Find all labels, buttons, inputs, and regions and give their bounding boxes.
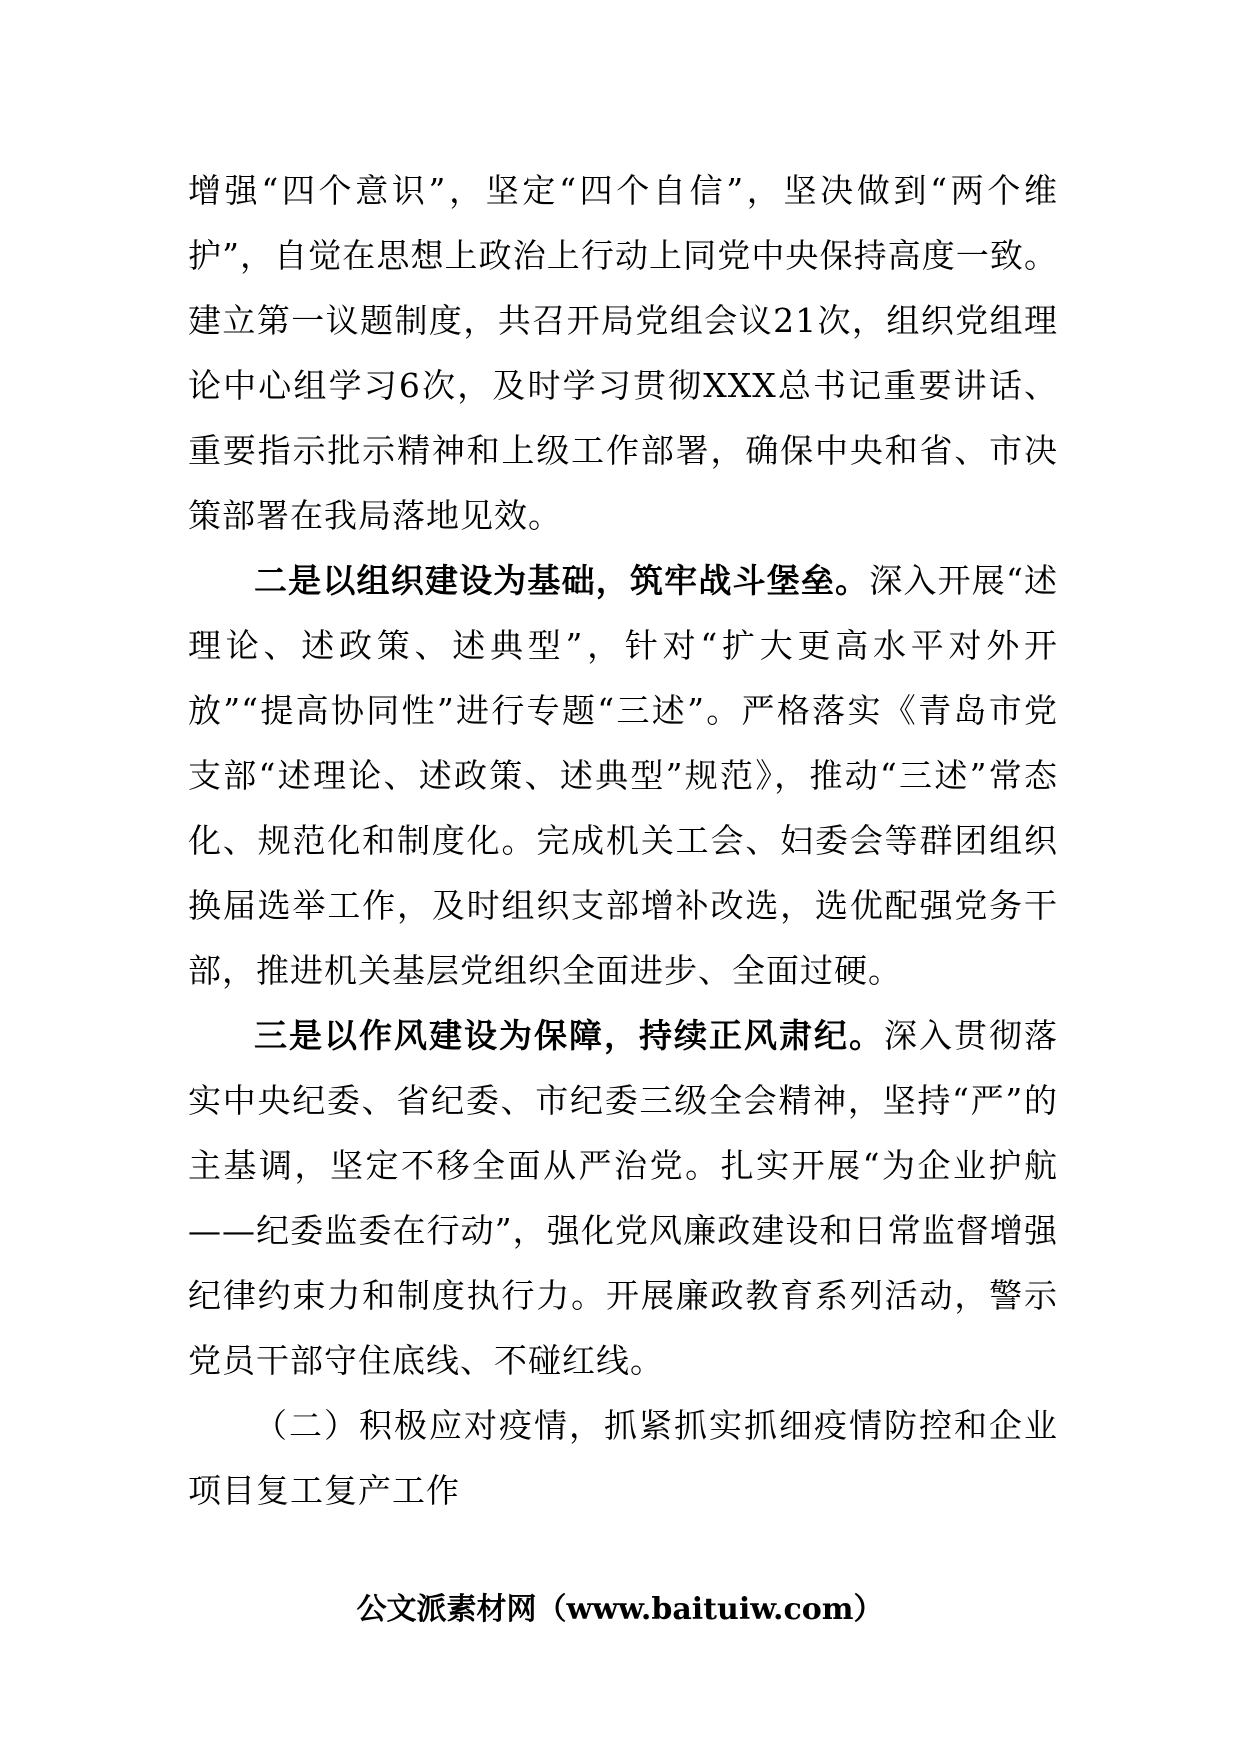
paragraph-continuation xyxy=(188,158,1058,548)
document-body xyxy=(188,158,1058,1523)
paragraph-text: 增强“四个意识”，坚定“四个自信”，坚决做到“两个维护”，自觉在思想上政治上行动上同党中央保持高度一致。建立第一议题制度，共召开局党组会议21次，组织党组理论中心组学习6次，及时学习贯彻XXX总书记重要讲话、重要指示批示精神和上级工作部署，确保中央和省、市决策部署在我局落地见效。 xyxy=(188,171,1058,535)
footer-watermark: 公文派素材网（www.baituiw.com） xyxy=(356,1592,884,1627)
paragraph-text: 深入开展“述理论、述政策、述典型”，针对“扩大更高水平对外开放”“提高协同性”进行专题“三述”。严格落实《青岛市党支部“述理论、述政策、述典型”规范》，推动“三述”常态化、规范化和制度化。完成机关工会、妇委会等群团组织换届选举工作，及时组织支部增补改选，选优配强党务干部，推进机关基层党组织全面进步、全面过硬。 xyxy=(188,561,1059,990)
section-heading-epidemic xyxy=(188,1393,1058,1523)
paragraph-organization-building xyxy=(188,548,1058,1003)
paragraph-text: 深入贯彻落实中央纪委、省纪委、市纪委三级全会精神，坚持“严”的主基调，坚定不移全面从严治党。扎实开展“为企业护航——纪委监委在行动”，强化党风廉政建设和日常监督增强纪律约束力和制度执行力。开展廉政教育系列活动，警示党员干部守住底线、不碰红线。 xyxy=(188,1016,1058,1380)
paragraph-text: （二）积极应对疫情，抓紧抓实抓细疫情防控和企业项目复工复产工作 xyxy=(188,1406,1058,1510)
paragraph-lead: 二是以组织建设为基础，筑牢战斗堡垒。 xyxy=(254,561,870,600)
paragraph-style-building xyxy=(188,1003,1058,1393)
paragraph-lead: 三是以作风建设为保障，持续正风肃纪。 xyxy=(254,1016,884,1055)
